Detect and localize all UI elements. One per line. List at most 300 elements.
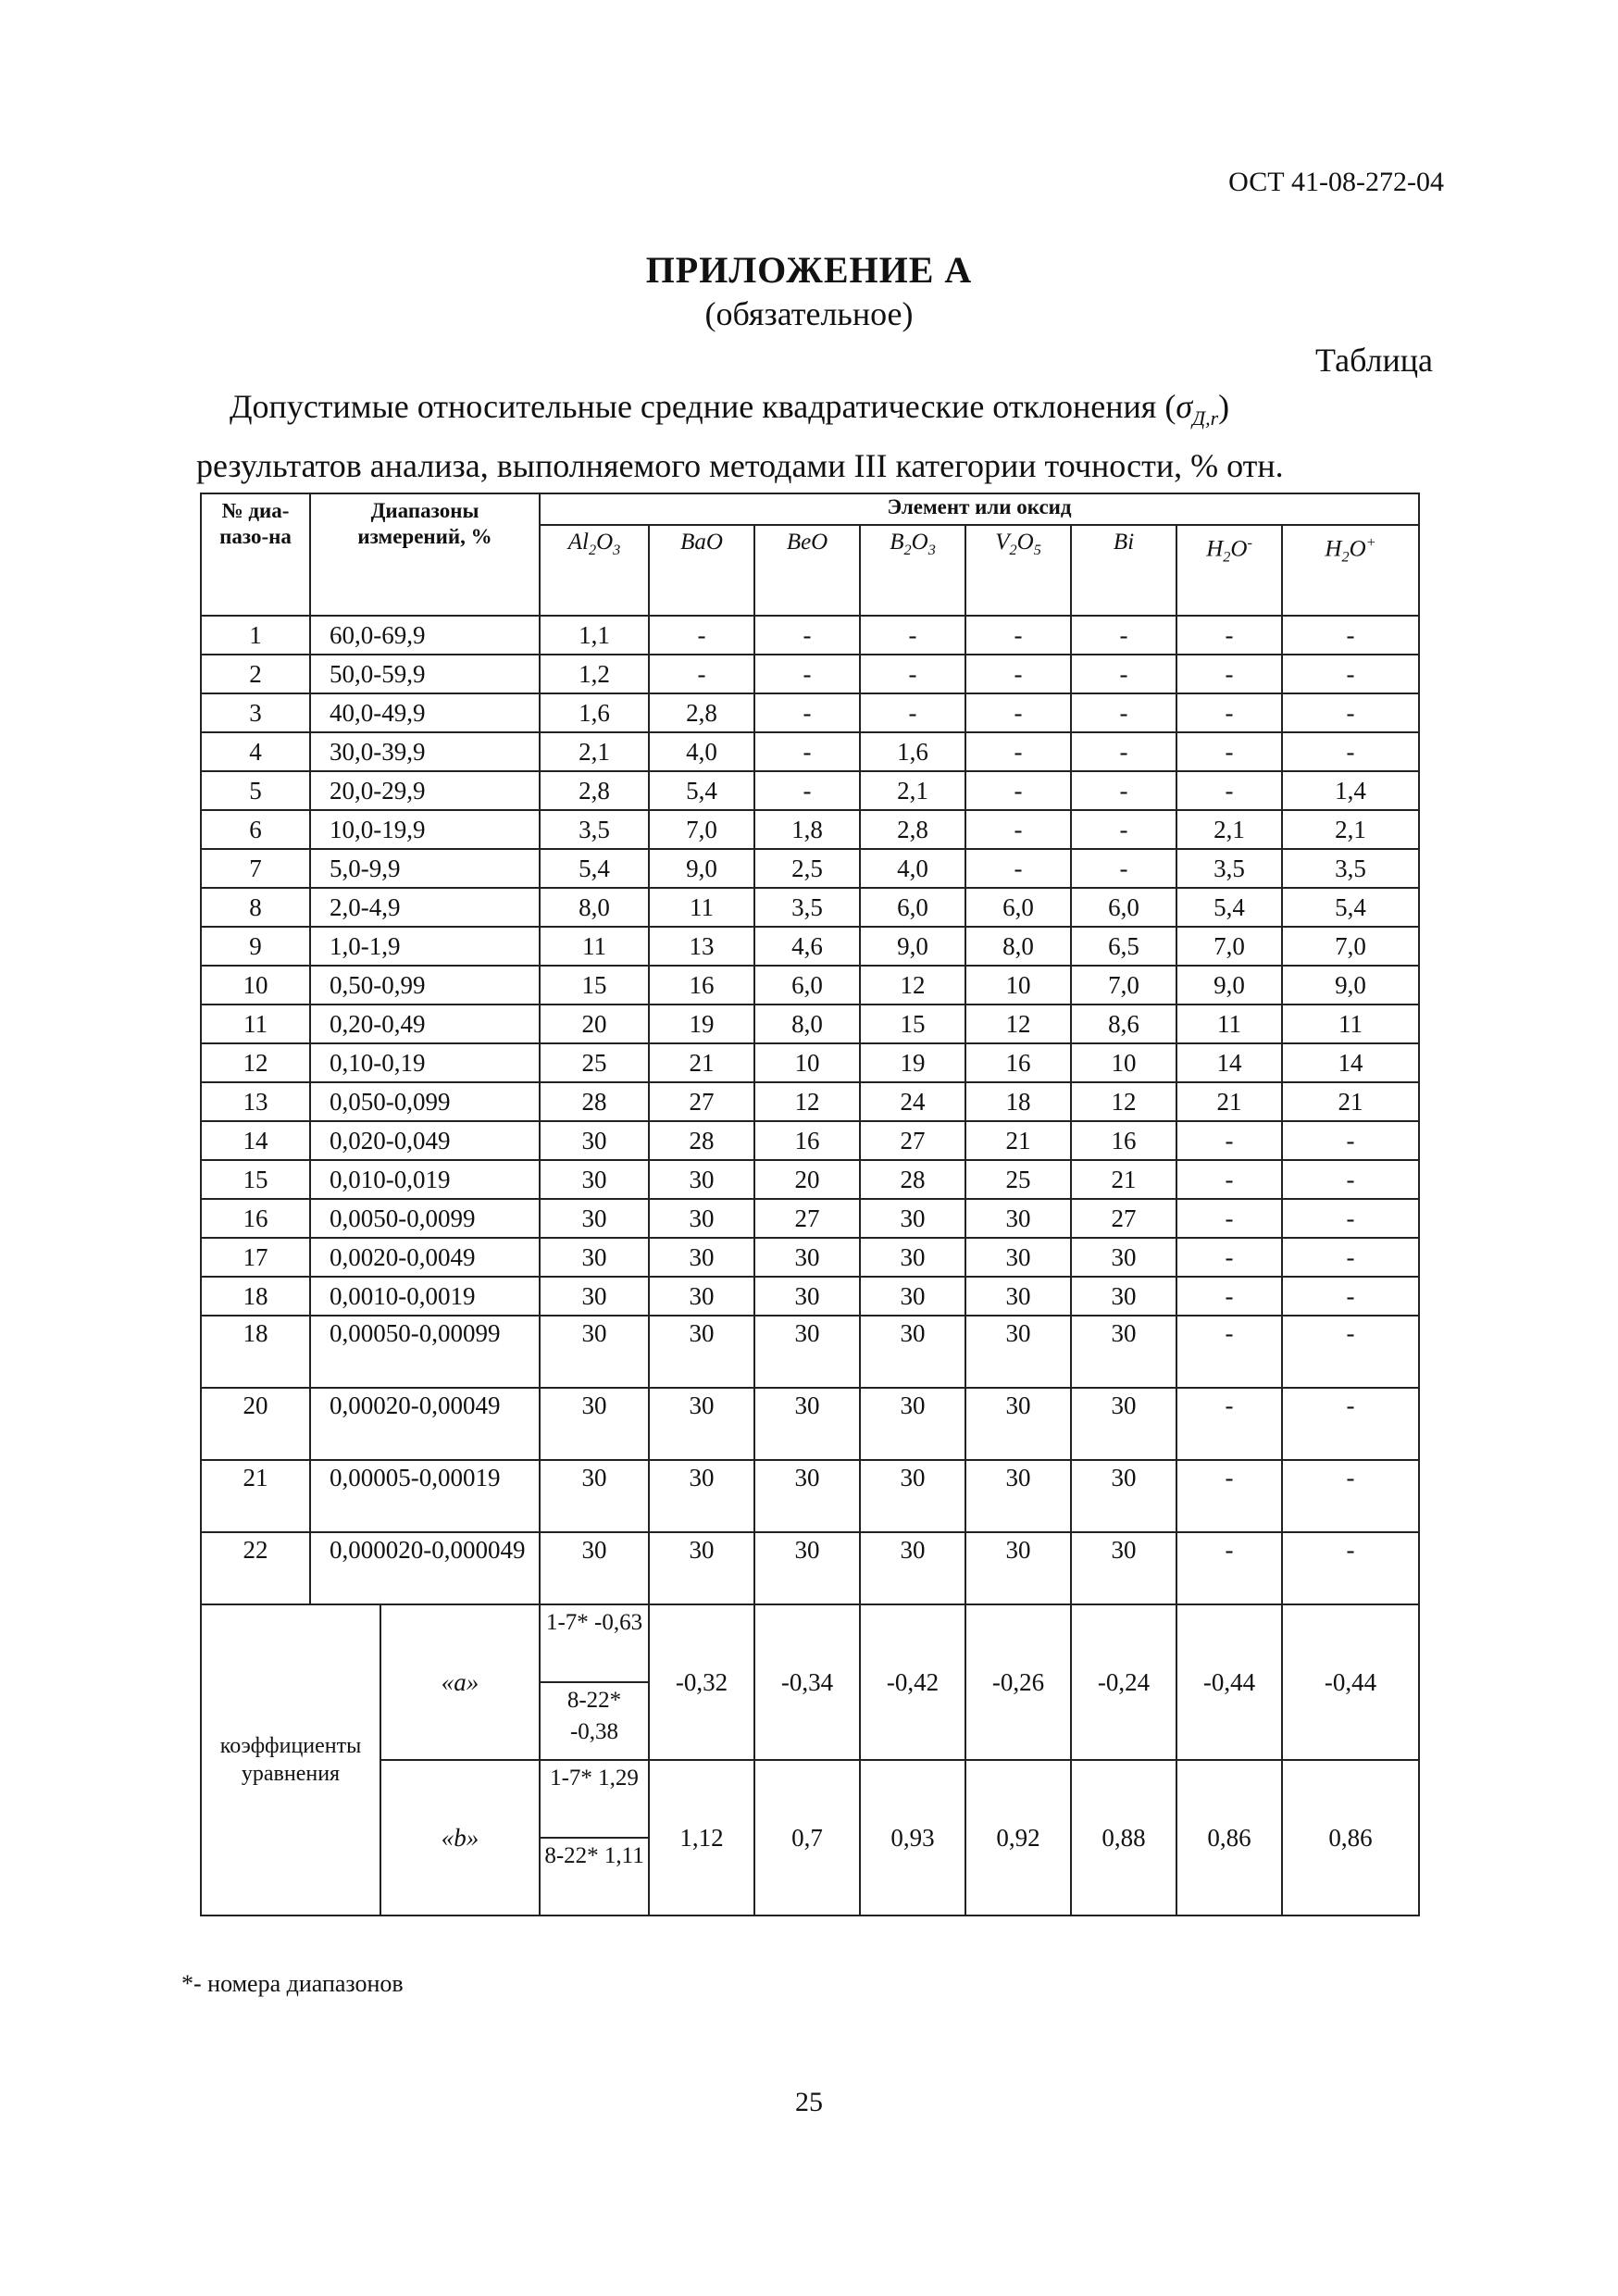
deviation-cell: 25 — [540, 1043, 649, 1082]
range-value: 40,0-49,9 — [310, 693, 540, 732]
deviation-cell: 11 — [1282, 1004, 1419, 1043]
table-row — [201, 1532, 1419, 1604]
deviation-cell: 8,0 — [754, 1004, 860, 1043]
coef-al-bottom-b: 8-22* 1,11 — [540, 1838, 649, 1915]
deviation-cell: - — [1176, 655, 1282, 693]
header-element-6 — [1176, 525, 1282, 616]
deviation-cell: - — [965, 849, 1071, 888]
deviation-cell: 1,6 — [860, 732, 965, 771]
deviation-cell: 11 — [1176, 1004, 1282, 1043]
deviation-cell: - — [1282, 1460, 1419, 1532]
range-value: 0,050-0,099 — [310, 1082, 540, 1121]
deviation-cell: - — [1176, 732, 1282, 771]
deviation-cell: 6,0 — [860, 888, 965, 927]
element-base: BaO — [680, 530, 723, 555]
deviation-cell: 21 — [649, 1043, 754, 1082]
range-value: 20,0-29,9 — [310, 771, 540, 810]
deviation-cell: 30 — [649, 1460, 754, 1532]
table-row — [201, 888, 1419, 927]
range-number: 14 — [201, 1121, 310, 1160]
deviation-cell: - — [1176, 693, 1282, 732]
deviation-cell: - — [1071, 693, 1176, 732]
deviation-cell: 30 — [965, 1460, 1071, 1532]
header-range: Диапазоны измерений, % — [310, 493, 540, 616]
deviation-cell: - — [860, 655, 965, 693]
deviation-table — [200, 493, 1420, 1916]
header-element-0 — [540, 525, 649, 616]
element-base: Al — [567, 530, 589, 555]
deviation-cell: 16 — [754, 1121, 860, 1160]
deviation-cell: - — [754, 732, 860, 771]
table-row — [201, 693, 1419, 732]
coef-value: -0,34 — [754, 1604, 860, 1760]
deviation-cell: 30 — [1071, 1532, 1176, 1604]
coef-letter-b: «b» — [380, 1760, 540, 1915]
deviation-cell: 3,5 — [1282, 849, 1419, 888]
deviation-cell: 30 — [540, 1388, 649, 1460]
deviation-cell: 11 — [649, 888, 754, 927]
header-element-5 — [1071, 525, 1176, 616]
range-value: 0,000020-0,000049 — [310, 1532, 540, 1604]
deviation-cell: 2,8 — [540, 771, 649, 810]
element-sup: + — [1365, 534, 1376, 551]
deviation-cell: 30 — [540, 1277, 649, 1316]
range-number: 5 — [201, 771, 310, 810]
deviation-cell: 30 — [649, 1199, 754, 1238]
deviation-cell: - — [1176, 1388, 1282, 1460]
deviation-cell: 30 — [540, 1532, 649, 1604]
deviation-cell: 27 — [860, 1121, 965, 1160]
table-row — [201, 966, 1419, 1004]
deviation-cell: 27 — [1071, 1199, 1176, 1238]
deviation-cell: 30 — [860, 1388, 965, 1460]
deviation-cell: - — [1282, 1238, 1419, 1277]
deviation-cell: 5,4 — [1282, 888, 1419, 927]
deviation-cell: - — [965, 616, 1071, 655]
deviation-cell: 19 — [649, 1004, 754, 1043]
table-row — [201, 1277, 1419, 1316]
coef-value: -0,32 — [649, 1604, 754, 1760]
appendix-subtitle: (обязательное) — [704, 295, 914, 332]
element-sub2: 3 — [927, 542, 936, 558]
table-row — [201, 1199, 1419, 1238]
deviation-cell: - — [860, 616, 965, 655]
deviation-cell: 12 — [965, 1004, 1071, 1043]
table-row — [201, 1388, 1419, 1460]
table-row — [201, 1238, 1419, 1277]
deviation-cell: 12 — [860, 966, 965, 1004]
deviation-cell: 3,5 — [754, 888, 860, 927]
deviation-cell: 5,4 — [540, 849, 649, 888]
range-value: 60,0-69,9 — [310, 616, 540, 655]
deviation-cell: 8,6 — [1071, 1004, 1176, 1043]
deviation-cell: - — [754, 771, 860, 810]
coef-value: -0,44 — [1176, 1604, 1282, 1760]
header-element-2 — [754, 525, 860, 616]
table-row — [201, 1043, 1419, 1082]
coef-value: 0,93 — [860, 1760, 965, 1915]
coef-al-top-b: 1-7* 1,29 — [540, 1760, 649, 1838]
deviation-cell: 30 — [965, 1238, 1071, 1277]
deviation-cell: 21 — [1071, 1160, 1176, 1199]
element-sub2: 5 — [1033, 542, 1041, 558]
coef-value: 0,92 — [965, 1760, 1071, 1915]
deviation-cell: 16 — [649, 966, 754, 1004]
range-number: 11 — [201, 1004, 310, 1043]
deviation-cell: - — [1071, 810, 1176, 849]
deviation-cell: 6,5 — [1071, 927, 1176, 966]
deviation-cell: 30 — [1071, 1460, 1176, 1532]
deviation-cell: 11 — [540, 927, 649, 966]
deviation-cell: - — [1176, 1238, 1282, 1277]
deviation-cell: - — [1282, 732, 1419, 771]
deviation-cell: - — [1176, 1532, 1282, 1604]
deviation-cell: - — [965, 655, 1071, 693]
range-number: 8 — [201, 888, 310, 927]
deviation-cell: - — [1176, 1460, 1282, 1532]
deviation-cell: 1,2 — [540, 655, 649, 693]
table-row — [201, 1121, 1419, 1160]
deviation-cell: 6,0 — [754, 966, 860, 1004]
sigma-subscript: Д,r — [1192, 406, 1219, 430]
deviation-cell: - — [965, 810, 1071, 849]
range-value: 5,0-9,9 — [310, 849, 540, 888]
header-element-1 — [649, 525, 754, 616]
table-row — [201, 810, 1419, 849]
deviation-cell: - — [1176, 1316, 1282, 1388]
header-number: № диа-пазо-на — [201, 493, 310, 616]
table-caption-line1 — [230, 387, 1229, 430]
coef-value: 0,7 — [754, 1760, 860, 1915]
deviation-cell: 21 — [1176, 1082, 1282, 1121]
deviation-cell: - — [1071, 732, 1176, 771]
deviation-cell: 12 — [1071, 1082, 1176, 1121]
range-value: 0,00050-0,00099 — [310, 1316, 540, 1388]
deviation-cell: 12 — [754, 1082, 860, 1121]
deviation-cell: 30 — [754, 1316, 860, 1388]
deviation-cell: 10 — [965, 966, 1071, 1004]
deviation-cell: 14 — [1282, 1043, 1419, 1082]
range-number: 15 — [201, 1160, 310, 1199]
deviation-cell: 30 — [860, 1460, 965, 1532]
deviation-cell: 5,4 — [1176, 888, 1282, 927]
deviation-cell: 20 — [540, 1004, 649, 1043]
deviation-cell: 18 — [965, 1082, 1071, 1121]
deviation-cell: 30 — [965, 1316, 1071, 1388]
deviation-cell: 30 — [540, 1160, 649, 1199]
range-number: 7 — [201, 849, 310, 888]
deviation-cell: 21 — [965, 1121, 1071, 1160]
deviation-cell: 30 — [860, 1532, 965, 1604]
deviation-cell: 9,0 — [1176, 966, 1282, 1004]
deviation-cell: - — [1282, 616, 1419, 655]
deviation-cell: 7,0 — [1176, 927, 1282, 966]
deviation-cell: - — [1176, 1121, 1282, 1160]
deviation-cell: 9,0 — [649, 849, 754, 888]
element-base: BeO — [786, 530, 828, 555]
header-row — [201, 493, 1419, 525]
deviation-cell: 2,8 — [860, 810, 965, 849]
element-sub: 2 — [1223, 548, 1231, 566]
deviation-cell: 30 — [754, 1277, 860, 1316]
deviation-cell: 30 — [649, 1160, 754, 1199]
caption-close: ) — [1218, 388, 1230, 425]
range-number: 16 — [201, 1199, 310, 1238]
range-number: 6 — [201, 810, 310, 849]
range-number: 9 — [201, 927, 310, 966]
deviation-cell: 30 — [649, 1388, 754, 1460]
coef-al-top-a: 1-7* -0,63 — [540, 1604, 649, 1682]
deviation-cell: 30 — [540, 1460, 649, 1532]
coef-al-bottom-a: 8-22* -0,38 — [540, 1682, 649, 1760]
deviation-cell: 13 — [649, 927, 754, 966]
deviation-cell: 14 — [1176, 1043, 1282, 1082]
table-row — [201, 1160, 1419, 1199]
range-value: 0,010-0,019 — [310, 1160, 540, 1199]
deviation-cell: 30 — [1071, 1277, 1176, 1316]
deviation-cell: - — [1176, 1199, 1282, 1238]
deviation-cell: 30 — [649, 1316, 754, 1388]
element-base: H — [1206, 536, 1224, 562]
deviation-cell: 30 — [860, 1199, 965, 1238]
range-number: 1 — [201, 616, 310, 655]
deviation-cell: - — [1282, 655, 1419, 693]
deviation-cell: 2,1 — [860, 771, 965, 810]
deviation-cell: - — [1176, 616, 1282, 655]
range-number: 21 — [201, 1460, 310, 1532]
coef-value: 0,86 — [1176, 1760, 1282, 1915]
range-value: 0,0010-0,0019 — [310, 1277, 540, 1316]
range-value: 2,0-4,9 — [310, 888, 540, 927]
range-number: 4 — [201, 732, 310, 771]
table-row — [201, 771, 1419, 810]
deviation-cell: 30 — [754, 1532, 860, 1604]
deviation-cell: 10 — [754, 1043, 860, 1082]
deviation-cell: 1,1 — [540, 616, 649, 655]
deviation-cell: 1,6 — [540, 693, 649, 732]
deviation-cell: - — [1071, 616, 1176, 655]
coef-value: -0,24 — [1071, 1604, 1176, 1760]
deviation-cell: 28 — [649, 1121, 754, 1160]
element-base: H — [1325, 536, 1342, 562]
deviation-cell: 30 — [540, 1121, 649, 1160]
deviation-cell: 27 — [754, 1199, 860, 1238]
deviation-cell: 3,5 — [540, 810, 649, 849]
deviation-cell: - — [965, 732, 1071, 771]
deviation-cell: 7,0 — [1282, 927, 1419, 966]
element-sub: 2 — [1009, 542, 1017, 558]
element-sup: - — [1247, 534, 1252, 551]
deviation-cell: 24 — [860, 1082, 965, 1121]
element-sub: 2 — [588, 542, 597, 558]
deviation-cell: 2,1 — [1282, 810, 1419, 849]
deviation-cell: 9,0 — [1282, 966, 1419, 1004]
deviation-cell: 27 — [649, 1082, 754, 1121]
deviation-cell: 30 — [540, 1199, 649, 1238]
deviation-cell: 30 — [649, 1277, 754, 1316]
coef-value: -0,26 — [965, 1604, 1071, 1760]
header-element-3 — [860, 525, 965, 616]
range-value: 0,20-0,49 — [310, 1004, 540, 1043]
table-row — [201, 1004, 1419, 1043]
table-row — [201, 732, 1419, 771]
deviation-cell: 30 — [754, 1238, 860, 1277]
coef-value: -0,42 — [860, 1604, 965, 1760]
header-element-7 — [1282, 525, 1419, 616]
deviation-cell: - — [754, 655, 860, 693]
deviation-cell: 16 — [965, 1043, 1071, 1082]
range-value: 0,00020-0,00049 — [310, 1388, 540, 1460]
deviation-cell: 4,6 — [754, 927, 860, 966]
coef-row-a — [201, 1604, 1419, 1682]
range-number: 17 — [201, 1238, 310, 1277]
deviation-cell: 1,4 — [1282, 771, 1419, 810]
deviation-cell: 3,5 — [1176, 849, 1282, 888]
header-element-group: Элемент или оксид — [540, 493, 1419, 525]
coef-row-b — [201, 1760, 1419, 1838]
deviation-cell: - — [754, 693, 860, 732]
deviation-cell: - — [1282, 693, 1419, 732]
range-value: 10,0-19,9 — [310, 810, 540, 849]
deviation-cell: - — [1176, 771, 1282, 810]
range-number: 22 — [201, 1532, 310, 1604]
deviation-cell: - — [1282, 1388, 1419, 1460]
deviation-cell: 2,8 — [649, 693, 754, 732]
deviation-cell: 20 — [754, 1160, 860, 1199]
deviation-cell: 30 — [754, 1388, 860, 1460]
range-number: 20 — [201, 1388, 310, 1460]
deviation-cell: 6,0 — [1071, 888, 1176, 927]
range-value: 0,0050-0,0099 — [310, 1199, 540, 1238]
deviation-cell: 4,0 — [860, 849, 965, 888]
range-value: 0,10-0,19 — [310, 1043, 540, 1082]
element-sub: 2 — [1341, 548, 1350, 566]
element-sub: 2 — [903, 542, 912, 558]
table-caption-line2: результатов анализа, выполняемого методами III категории точности, % отн. — [196, 447, 1284, 484]
element-mid: O — [596, 530, 614, 555]
deviation-cell: 1,8 — [754, 810, 860, 849]
deviation-cell: 28 — [540, 1082, 649, 1121]
deviation-cell: - — [1282, 1160, 1419, 1199]
coef-value: 1,12 — [649, 1760, 754, 1915]
deviation-cell: 7,0 — [1071, 966, 1176, 1004]
coef-value: -0,44 — [1282, 1604, 1419, 1760]
range-number: 13 — [201, 1082, 310, 1121]
table-row — [201, 1082, 1419, 1121]
coef-letter-a: «a» — [380, 1604, 540, 1760]
element-mid: O — [1349, 536, 1366, 562]
range-number: 3 — [201, 693, 310, 732]
deviation-cell: - — [1282, 1316, 1419, 1388]
deviation-cell: 2,1 — [1176, 810, 1282, 849]
table-row — [201, 849, 1419, 888]
deviation-cell: 8,0 — [540, 888, 649, 927]
deviation-cell: 2,5 — [754, 849, 860, 888]
deviation-cell: 28 — [860, 1160, 965, 1199]
document-code: ОСТ 41-08-272-04 — [1228, 167, 1444, 197]
sigma-symbol — [1176, 388, 1219, 430]
element-base: B — [890, 530, 904, 555]
deviation-cell: 30 — [860, 1277, 965, 1316]
deviation-cell: 30 — [860, 1238, 965, 1277]
deviation-cell: 8,0 — [965, 927, 1071, 966]
deviation-cell: 30 — [649, 1238, 754, 1277]
deviation-cell: 30 — [1071, 1388, 1176, 1460]
table-label: Таблица — [1315, 342, 1433, 379]
range-number: 12 — [201, 1043, 310, 1082]
coef-label: коэффициенты уравнения — [201, 1604, 380, 1915]
range-number: 2 — [201, 655, 310, 693]
range-number: 18 — [201, 1316, 310, 1388]
sigma-letter: σ — [1176, 388, 1193, 425]
range-value: 0,50-0,99 — [310, 966, 540, 1004]
element-sub2: 3 — [613, 542, 621, 558]
deviation-cell: - — [1071, 655, 1176, 693]
deviation-cell: 2,1 — [540, 732, 649, 771]
deviation-cell: 30 — [540, 1238, 649, 1277]
range-number: 18 — [201, 1277, 310, 1316]
deviation-cell: - — [1282, 1532, 1419, 1604]
deviation-cell: 15 — [540, 966, 649, 1004]
table-row — [201, 1316, 1419, 1388]
deviation-cell: - — [965, 771, 1071, 810]
deviation-cell: 10 — [1071, 1043, 1176, 1082]
table-row — [201, 655, 1419, 693]
deviation-cell: - — [1071, 849, 1176, 888]
deviation-cell: 4,0 — [649, 732, 754, 771]
deviation-cell: - — [965, 693, 1071, 732]
element-mid: O — [911, 530, 928, 555]
deviation-cell: - — [1176, 1277, 1282, 1316]
deviation-cell: - — [1176, 1160, 1282, 1199]
deviation-cell: 5,4 — [649, 771, 754, 810]
deviation-cell: 9,0 — [860, 927, 965, 966]
deviation-cell: 15 — [860, 1004, 965, 1043]
range-number: 10 — [201, 966, 310, 1004]
table-row — [201, 616, 1419, 655]
deviation-cell: 30 — [965, 1388, 1071, 1460]
deviation-cell: 30 — [1071, 1316, 1176, 1388]
deviation-cell: - — [860, 693, 965, 732]
element-mid: O — [1016, 530, 1034, 555]
header-element-4 — [965, 525, 1071, 616]
footnote: *- номера диапазонов — [181, 1970, 404, 1997]
deviation-cell: 30 — [754, 1460, 860, 1532]
range-value: 0,00005-0,00019 — [310, 1460, 540, 1532]
element-mid: O — [1230, 536, 1248, 562]
deviation-cell: - — [1282, 1121, 1419, 1160]
range-value: 0,020-0,049 — [310, 1121, 540, 1160]
element-base: V — [995, 530, 1010, 555]
deviation-cell: - — [1071, 771, 1176, 810]
page-number: 25 — [795, 2087, 823, 2117]
deviation-cell: 7,0 — [649, 810, 754, 849]
table-row — [201, 927, 1419, 966]
deviation-cell: 19 — [860, 1043, 965, 1082]
deviation-cell: - — [649, 616, 754, 655]
deviation-cell: 16 — [1071, 1121, 1176, 1160]
deviation-cell: 30 — [965, 1532, 1071, 1604]
coef-value: 0,88 — [1071, 1760, 1176, 1915]
deviation-cell: 21 — [1282, 1082, 1419, 1121]
deviation-cell: - — [649, 655, 754, 693]
caption-text: Допустимые относительные средние квадратические отклонения ( — [230, 388, 1176, 425]
element-base: Bi — [1113, 530, 1135, 555]
deviation-cell: - — [754, 616, 860, 655]
deviation-cell: - — [1282, 1277, 1419, 1316]
appendix-title: ПРИЛОЖЕНИЕ А — [645, 249, 973, 291]
deviation-cell: 30 — [649, 1532, 754, 1604]
